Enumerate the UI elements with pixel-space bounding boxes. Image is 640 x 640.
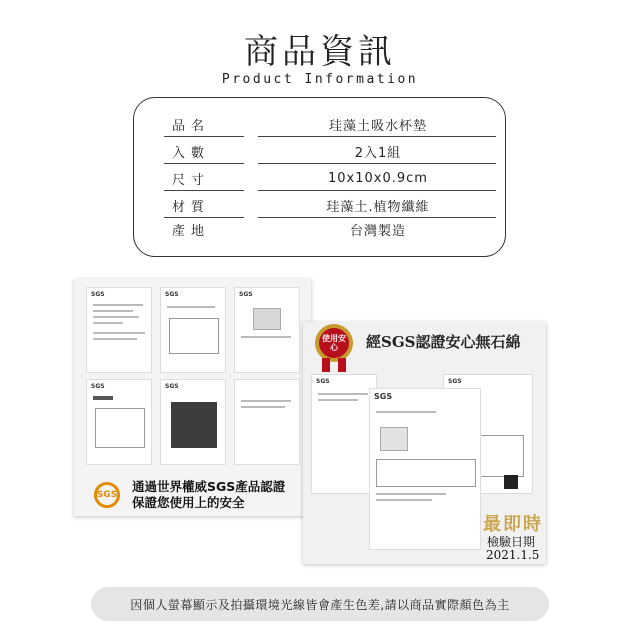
spec-table [133, 97, 506, 257]
report-page [160, 287, 226, 373]
text-line [241, 406, 285, 408]
ribbon-icon [338, 358, 346, 372]
divider [258, 136, 496, 137]
text-line [93, 322, 123, 324]
spec-label: 入數 [172, 145, 211, 161]
inspection-date: 2021.1.5 [486, 548, 540, 562]
sgs-mark: SGS [165, 291, 179, 298]
sgs-certification-note [94, 478, 309, 512]
spec-row-material [164, 192, 494, 218]
spec-label: 產地 [172, 223, 211, 239]
text-line [376, 411, 436, 413]
spec-row-name [164, 111, 494, 137]
sgs-mark: SGS [165, 383, 179, 390]
sgs-mark: SGS [91, 383, 105, 390]
report-page [234, 379, 300, 465]
report-page [160, 379, 226, 465]
report-page [86, 379, 152, 465]
spec-value: 2入1組 [354, 145, 402, 161]
safe-use-badge-icon [315, 324, 353, 362]
report-page [311, 374, 377, 494]
text-line [241, 400, 291, 402]
sample-photo [380, 427, 408, 451]
inspection-date-label: 檢驗日期 [487, 535, 536, 549]
spec-label: 品名 [172, 118, 211, 134]
report-table [376, 459, 476, 487]
report-page [86, 287, 152, 373]
text-line [167, 306, 215, 308]
text-line [318, 399, 358, 401]
text-line [93, 332, 145, 334]
spec-value: 10x10x0.9cm [328, 170, 428, 186]
report-table [474, 435, 524, 477]
text-line [376, 493, 446, 495]
sgs-logo-icon: SGS [94, 482, 120, 508]
text-line [93, 316, 139, 318]
text-line [93, 338, 137, 340]
spec-value: 珪藻土.植物纖維 [326, 199, 430, 215]
text-line [93, 310, 133, 312]
report-table [95, 408, 145, 448]
sgs-mark: SGS [316, 378, 330, 385]
divider [258, 163, 496, 164]
text-line [241, 336, 291, 338]
report-page-main [369, 388, 481, 550]
report-page [234, 287, 300, 373]
latest-label: 最即時 [483, 514, 543, 535]
text-line [93, 304, 143, 306]
spec-label: 尺寸 [172, 172, 211, 188]
certification-text [132, 479, 285, 511]
certification-line-1: 通過世界權威SGS產品認證 [132, 479, 286, 494]
sgs-mark: SGS [239, 291, 253, 298]
divider [164, 163, 244, 164]
spec-label: 材質 [172, 199, 211, 215]
text-line [318, 393, 368, 395]
page-title: 商品資訊 [244, 32, 396, 72]
page-subtitle: Product Information [221, 72, 419, 87]
sgs-mark: SGS [91, 291, 105, 298]
sample-photo [171, 402, 217, 448]
spec-row-quantity [164, 138, 494, 164]
qr-code-icon [504, 475, 518, 489]
sgs-mark: SGS [448, 378, 462, 385]
spec-value: 台灣製造 [349, 223, 406, 239]
report-table [169, 318, 219, 354]
divider [258, 190, 496, 191]
spec-row-size [164, 165, 494, 191]
divider [164, 136, 244, 137]
asbestos-free-title: 經SGS認證安心無石綿 [366, 333, 521, 351]
sgs-mark: SGS [374, 392, 393, 401]
ribbon-icon [322, 358, 330, 372]
redaction [93, 396, 113, 400]
divider [164, 190, 244, 191]
text-line [376, 499, 432, 501]
certification-line-2: 保證您使用上的安全 [132, 495, 245, 510]
spec-value: 珪藻土吸水杯墊 [328, 118, 427, 134]
badge-label: 使用安心 [319, 328, 349, 358]
sample-photo [253, 308, 281, 330]
spec-row-origin [164, 216, 494, 242]
color-disclaimer: 因個人螢幕顯示及拍攝環境光線皆會產生色差,請以商品實際顏色為主 [91, 587, 549, 621]
